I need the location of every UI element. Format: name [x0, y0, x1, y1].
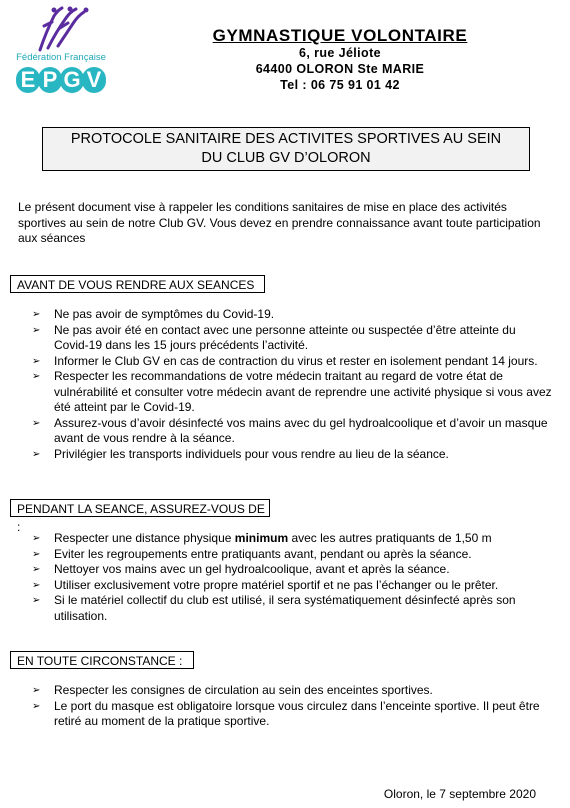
arrow-bullet-icon: ➢ — [32, 355, 41, 367]
list-item-text: Informer le Club GV en cas de contraction du virus et rester en isolement pendant 14 jours. — [54, 353, 538, 368]
list-item — [18, 307, 553, 323]
list-item-text: Si le matériel collectif du club est utilisé, il sera systématiquement désinfecté après son utilisation. — [54, 593, 516, 623]
list-item — [18, 593, 553, 624]
list-item — [18, 699, 553, 730]
document-date: Oloron, le 7 septembre 2020 — [383, 787, 536, 801]
section-list-always — [18, 683, 553, 730]
list-item-text: Privilégier les transports individuels pour vous rendre au lieu de la séance. — [54, 446, 449, 461]
section-heading-always: EN TOUTE CIRCONSTANCE : — [10, 651, 194, 669]
list-item — [18, 369, 553, 416]
list-item-text: Le port du masque est obligatoire lorsque vous circulez dans l’enceinte sportive. Il peut être retiré au moment de la pratique sportive. — [54, 698, 540, 728]
document-title-line1: PROTOCOLE SANITAIRE DES ACTIVITES SPORTIVES AU SEIN — [70, 131, 502, 147]
list-item-text: Respecter les consignes de circulation au sein des enceintes sportives. — [54, 683, 433, 697]
list-item-text: Nettoyer vos mains avec un gel hydroalcoolique, avant et après la séance. — [54, 562, 450, 576]
section-heading-before: AVANT DE VOUS RENDRE AUX SEANCES — [10, 275, 265, 293]
list-item-text: Ne pas avoir de symptômes du Covid-19. — [54, 307, 275, 321]
arrow-bullet-icon: ➢ — [32, 371, 41, 382]
section-list-before — [18, 307, 553, 462]
arrow-bullet-icon: ➢ — [32, 448, 41, 460]
list-item-text: Eviter les regroupements entre pratiquants avant, pendant ou après la séance. — [54, 546, 472, 561]
list-item — [18, 416, 553, 447]
arrow-bullet-icon: ➢ — [32, 700, 41, 712]
logo-subtitle: Fédération Française — [16, 52, 106, 63]
section-heading-during: PENDANT LA SEANCE, ASSUREZ-VOUS DE : — [10, 499, 270, 517]
list-item-text-bold: minimum — [234, 531, 289, 545]
intro-paragraph: Le présent document vise à rappeler les conditions sanitaires de mise en place des activités sportives au sein de notre Club GV. Vous devez en prendre connaissance avant toute participation aux séances — [18, 200, 541, 245]
arrow-bullet-icon: ➢ — [32, 548, 41, 560]
list-item — [18, 578, 553, 594]
arrow-bullet-icon: ➢ — [32, 533, 41, 544]
list-item — [18, 547, 553, 563]
list-item — [18, 562, 553, 578]
list-item-text-after: avec les autres pratiquants de 1,50 m — [288, 531, 492, 545]
arrow-bullet-icon: ➢ — [32, 564, 41, 575]
logo-letters — [16, 62, 106, 96]
list-item-text: Assurez-vous d’avoir désinfecté vos mains avec du gel hydroalcoolique et d’avoir un masque avant de vous rendre à la séance. — [54, 415, 548, 445]
logo-letter: E — [16, 67, 40, 93]
logo-letter: V — [82, 67, 106, 93]
document-title-line2: DU CLUB GV D’OLORON — [201, 150, 371, 166]
arrow-bullet-icon: ➢ — [32, 309, 41, 320]
list-item — [18, 447, 553, 463]
list-item — [18, 683, 553, 699]
list-item — [18, 323, 553, 354]
arrow-bullet-icon: ➢ — [32, 579, 41, 591]
list-item-text: Utiliser exclusivement votre propre matériel sportif et ne pas l’échanger ou le prêter. — [54, 577, 499, 592]
list-item-text-before: Respecter une distance physique — [54, 531, 235, 545]
club-phone: Tel : 06 75 91 01 42 — [280, 78, 400, 92]
logo-letter: G — [60, 67, 84, 93]
section-list-during — [18, 531, 553, 624]
club-name: GYMNASTIQUE VOLONTAIRE — [212, 26, 468, 45]
arrow-bullet-icon: ➢ — [32, 685, 41, 696]
list-item — [18, 354, 553, 370]
arrow-bullet-icon: ➢ — [32, 324, 41, 336]
club-address-city: 64400 OLORON Ste MARIE — [255, 62, 425, 76]
arrow-bullet-icon: ➢ — [32, 595, 41, 606]
document-title-box — [42, 127, 530, 171]
list-item-text: Respecter les recommandations de votre médecin traitant au regard de votre état de vulnérabilité et consulter votre médecin avant de reprendre une activité physique si vous avez été atteint par le Covid-19. — [54, 369, 552, 414]
club-address-street: 6, rue Jéliote — [298, 46, 382, 60]
list-item — [18, 531, 553, 547]
list-item-text: Ne pas avoir été en contact avec une personne atteinte ou suspectée d’être atteinte du Covid-19 dans les 15 jours précédents l’activité. — [54, 322, 516, 352]
arrow-bullet-icon: ➢ — [32, 417, 41, 429]
logo-letter: P — [38, 67, 62, 93]
epgv-logo — [16, 6, 116, 98]
gymnast-figures-icon — [32, 6, 92, 52]
